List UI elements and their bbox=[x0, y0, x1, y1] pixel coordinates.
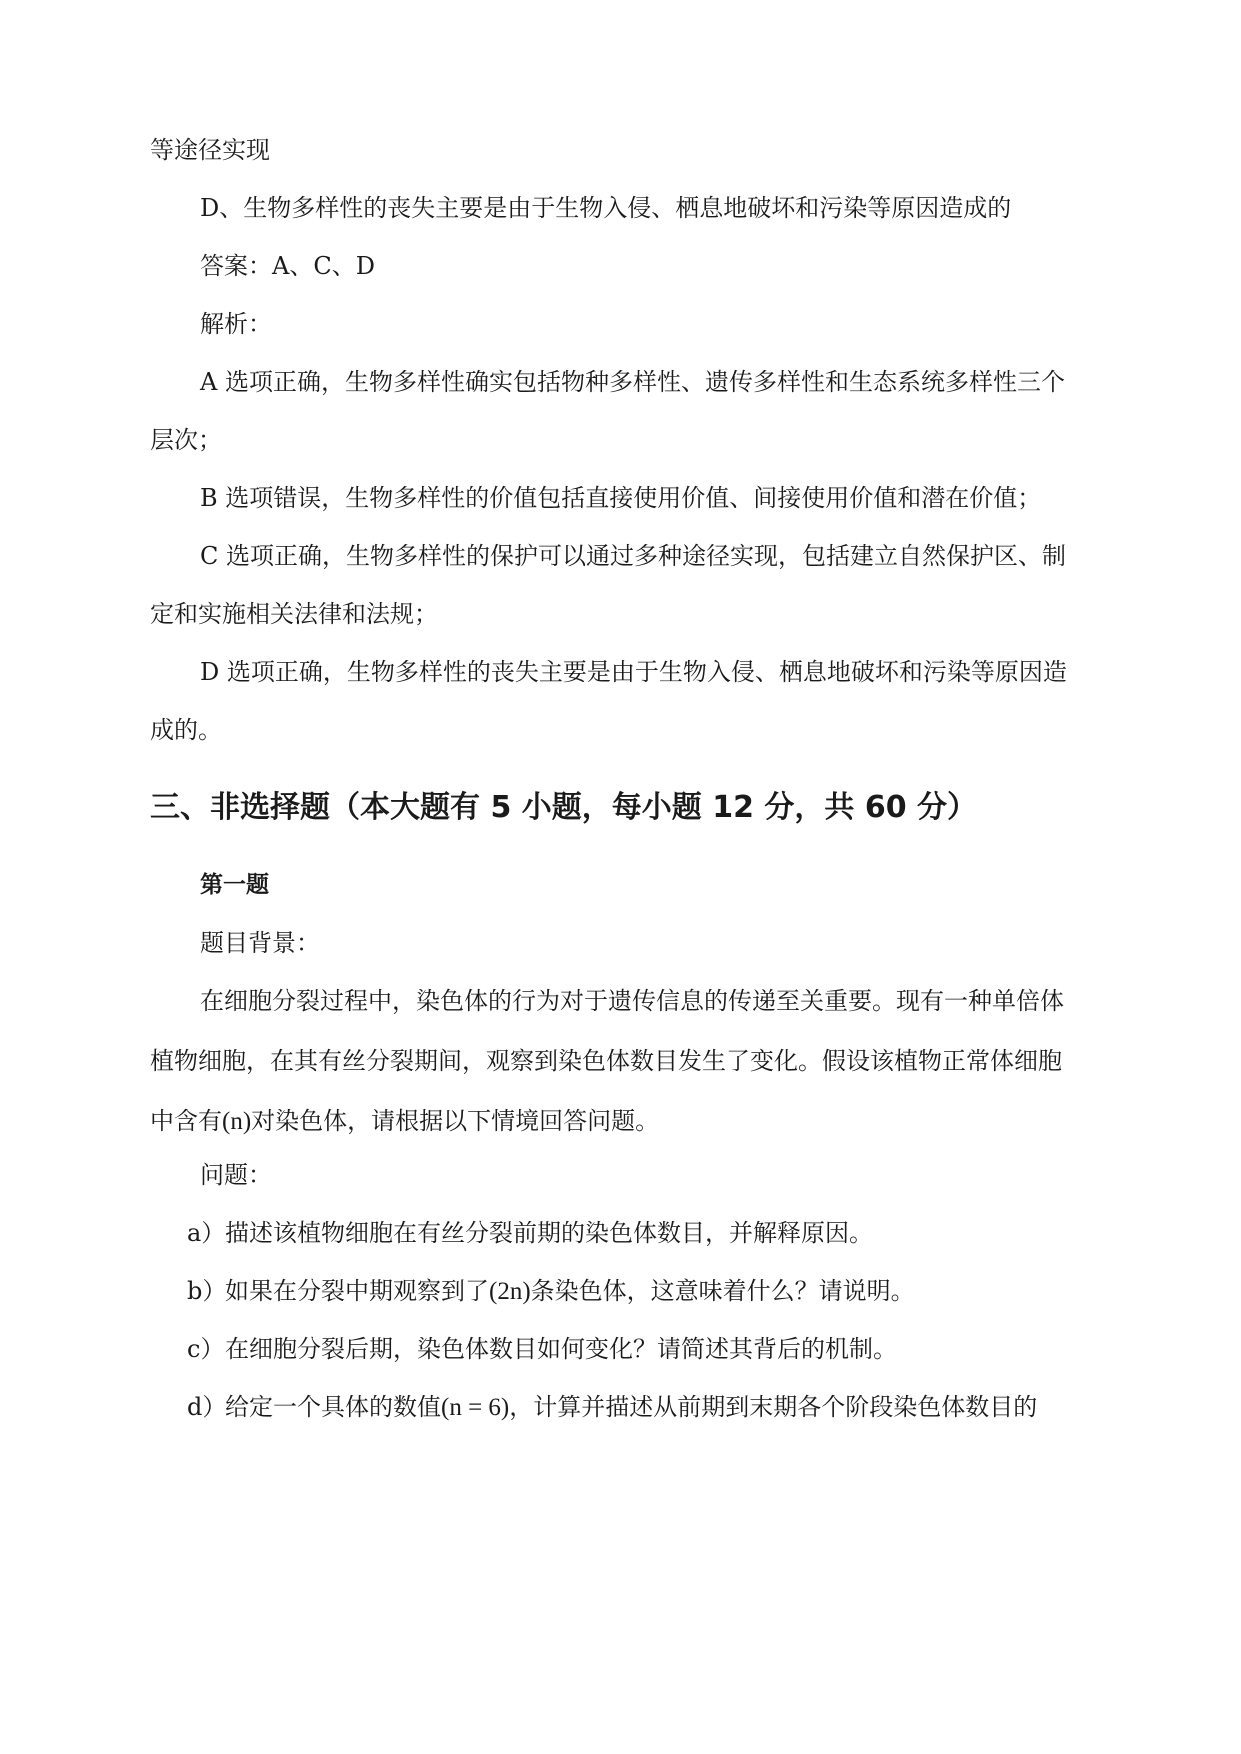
analysis-a-line: A 选项正确，生物多样性确实包括物种多样性、遗传多样性和生态系统多样性三个 bbox=[200, 368, 1065, 396]
analysis-label: 解析： bbox=[200, 310, 272, 338]
question-b-text-after: 条染色体，这意味着什么？请说明。 bbox=[530, 1277, 915, 1305]
question-a-text: 描述该植物细胞在有丝分裂前期的染色体数目，并解释原因。 bbox=[225, 1219, 873, 1247]
question-title: 第一题 bbox=[200, 872, 269, 898]
math-n-equals-6: (n = 6) bbox=[441, 1394, 510, 1421]
question-b-label: b） bbox=[187, 1277, 227, 1305]
question-d-text-after: ，计算并描述从前期到末期各个阶段染色体数目的 bbox=[509, 1393, 1038, 1421]
question-b bbox=[187, 1276, 1090, 1307]
question-d-label: d） bbox=[187, 1393, 227, 1421]
question-d-text-before: 给定一个具体的数值 bbox=[225, 1393, 441, 1421]
bg3-text-after: 对染色体，请根据以下情境回答问题。 bbox=[251, 1107, 660, 1135]
analysis-d-line: D 选项正确，生物多样性的丧失主要是由于生物入侵、栖息地破坏和污染等原因造 bbox=[200, 658, 1067, 686]
background-line-2: 植物细胞，在其有丝分裂期间，观察到染色体数目发生了变化。假设该植物正常体细胞 bbox=[150, 1047, 1062, 1075]
question-c bbox=[187, 1334, 1090, 1364]
question-c-text: 在细胞分裂后期，染色体数目如何变化？请简述其背后的机制。 bbox=[225, 1335, 897, 1363]
answer-line: 答案：A、C、D bbox=[200, 252, 375, 280]
question-c-label: c） bbox=[187, 1335, 225, 1363]
background-line-3 bbox=[150, 1106, 1090, 1137]
analysis-d-continuation: 成的。 bbox=[150, 716, 222, 744]
background-line-1: 在细胞分裂过程中，染色体的行为对于遗传信息的传递至关重要。现有一种单倍体 bbox=[200, 987, 1064, 1015]
question-a bbox=[187, 1218, 1090, 1248]
analysis-c-continuation: 定和实施相关法律和法规； bbox=[150, 600, 438, 628]
option-d-line: D、生物多样性的丧失主要是由于生物入侵、栖息地破坏和污染等原因造成的 bbox=[200, 194, 1012, 222]
analysis-c-line: C 选项正确，生物多样性的保护可以通过多种途径实现，包括建立自然保护区、制 bbox=[200, 542, 1066, 570]
math-n: (n) bbox=[222, 1108, 252, 1135]
analysis-a-continuation: 层次； bbox=[150, 426, 222, 454]
bg3-text-before: 中含有 bbox=[150, 1107, 222, 1135]
question-d bbox=[187, 1392, 1090, 1423]
section-heading: 三、非选择题（本大题有 5 小题，每小题 12 分，共 60 分） bbox=[150, 790, 978, 825]
math-2n: (2n) bbox=[489, 1278, 531, 1305]
paragraph-line: 等途径实现 bbox=[150, 136, 270, 164]
question-label: 问题： bbox=[200, 1161, 272, 1189]
analysis-b-line: B 选项错误，生物多样性的价值包括直接使用价值、间接使用价值和潜在价值； bbox=[200, 484, 1042, 512]
background-label: 题目背景： bbox=[200, 929, 320, 957]
question-a-label: a） bbox=[187, 1219, 226, 1247]
question-b-text-before: 如果在分裂中期观察到了 bbox=[225, 1277, 489, 1305]
